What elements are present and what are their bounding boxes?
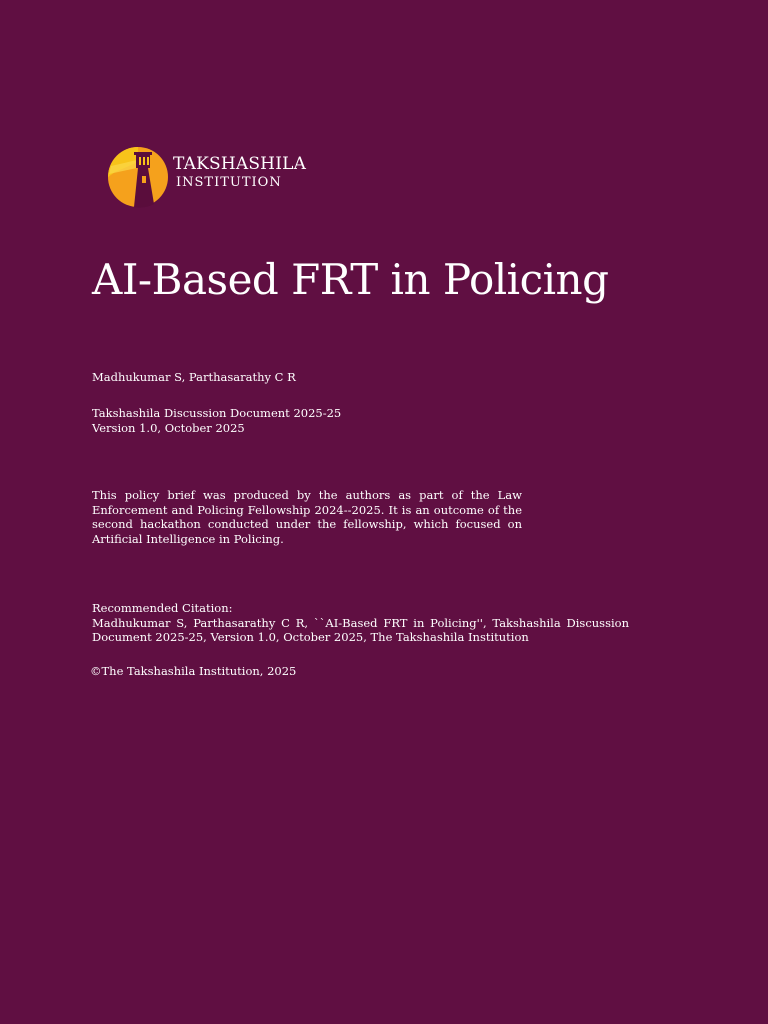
lighthouse-icon	[107, 146, 169, 208]
logo-wordmark	[173, 156, 306, 189]
series-label: Takshashila Discussion Document 2025-25	[92, 406, 342, 420]
recommended-citation	[92, 601, 629, 645]
copyright-notice: ©The Takshashila Institution, 2025	[90, 664, 297, 678]
document-info	[92, 406, 341, 435]
authors: Madhukumar S, Parthasarathy C R	[92, 370, 296, 384]
logo-line-1: TAKSHASHILA	[173, 154, 307, 174]
document-title: AI-Based FRT in Policing	[92, 255, 609, 304]
policy-brief-note: This policy brief was produced by the authors as part of the Law Enforcement and Policing Fellowship 2024--2025. It is an outcome of the second hackathon conducted under the fellowship, which focused on Artificial Intelligence in Policing.	[92, 488, 522, 546]
citation-text: Madhukumar S, Parthasarathy C R, ``AI-Based FRT in Policing'', Takshashila Discussion Document 2025-25, Version 1.0, October 2025, The Takshashila Institution	[92, 615, 629, 644]
version-label: Version 1.0, October 2025	[92, 420, 245, 435]
citation-label: Recommended Citation:	[92, 601, 233, 615]
logo-line-2: INSTITUTION	[176, 175, 282, 190]
takshashila-logo	[107, 146, 307, 208]
